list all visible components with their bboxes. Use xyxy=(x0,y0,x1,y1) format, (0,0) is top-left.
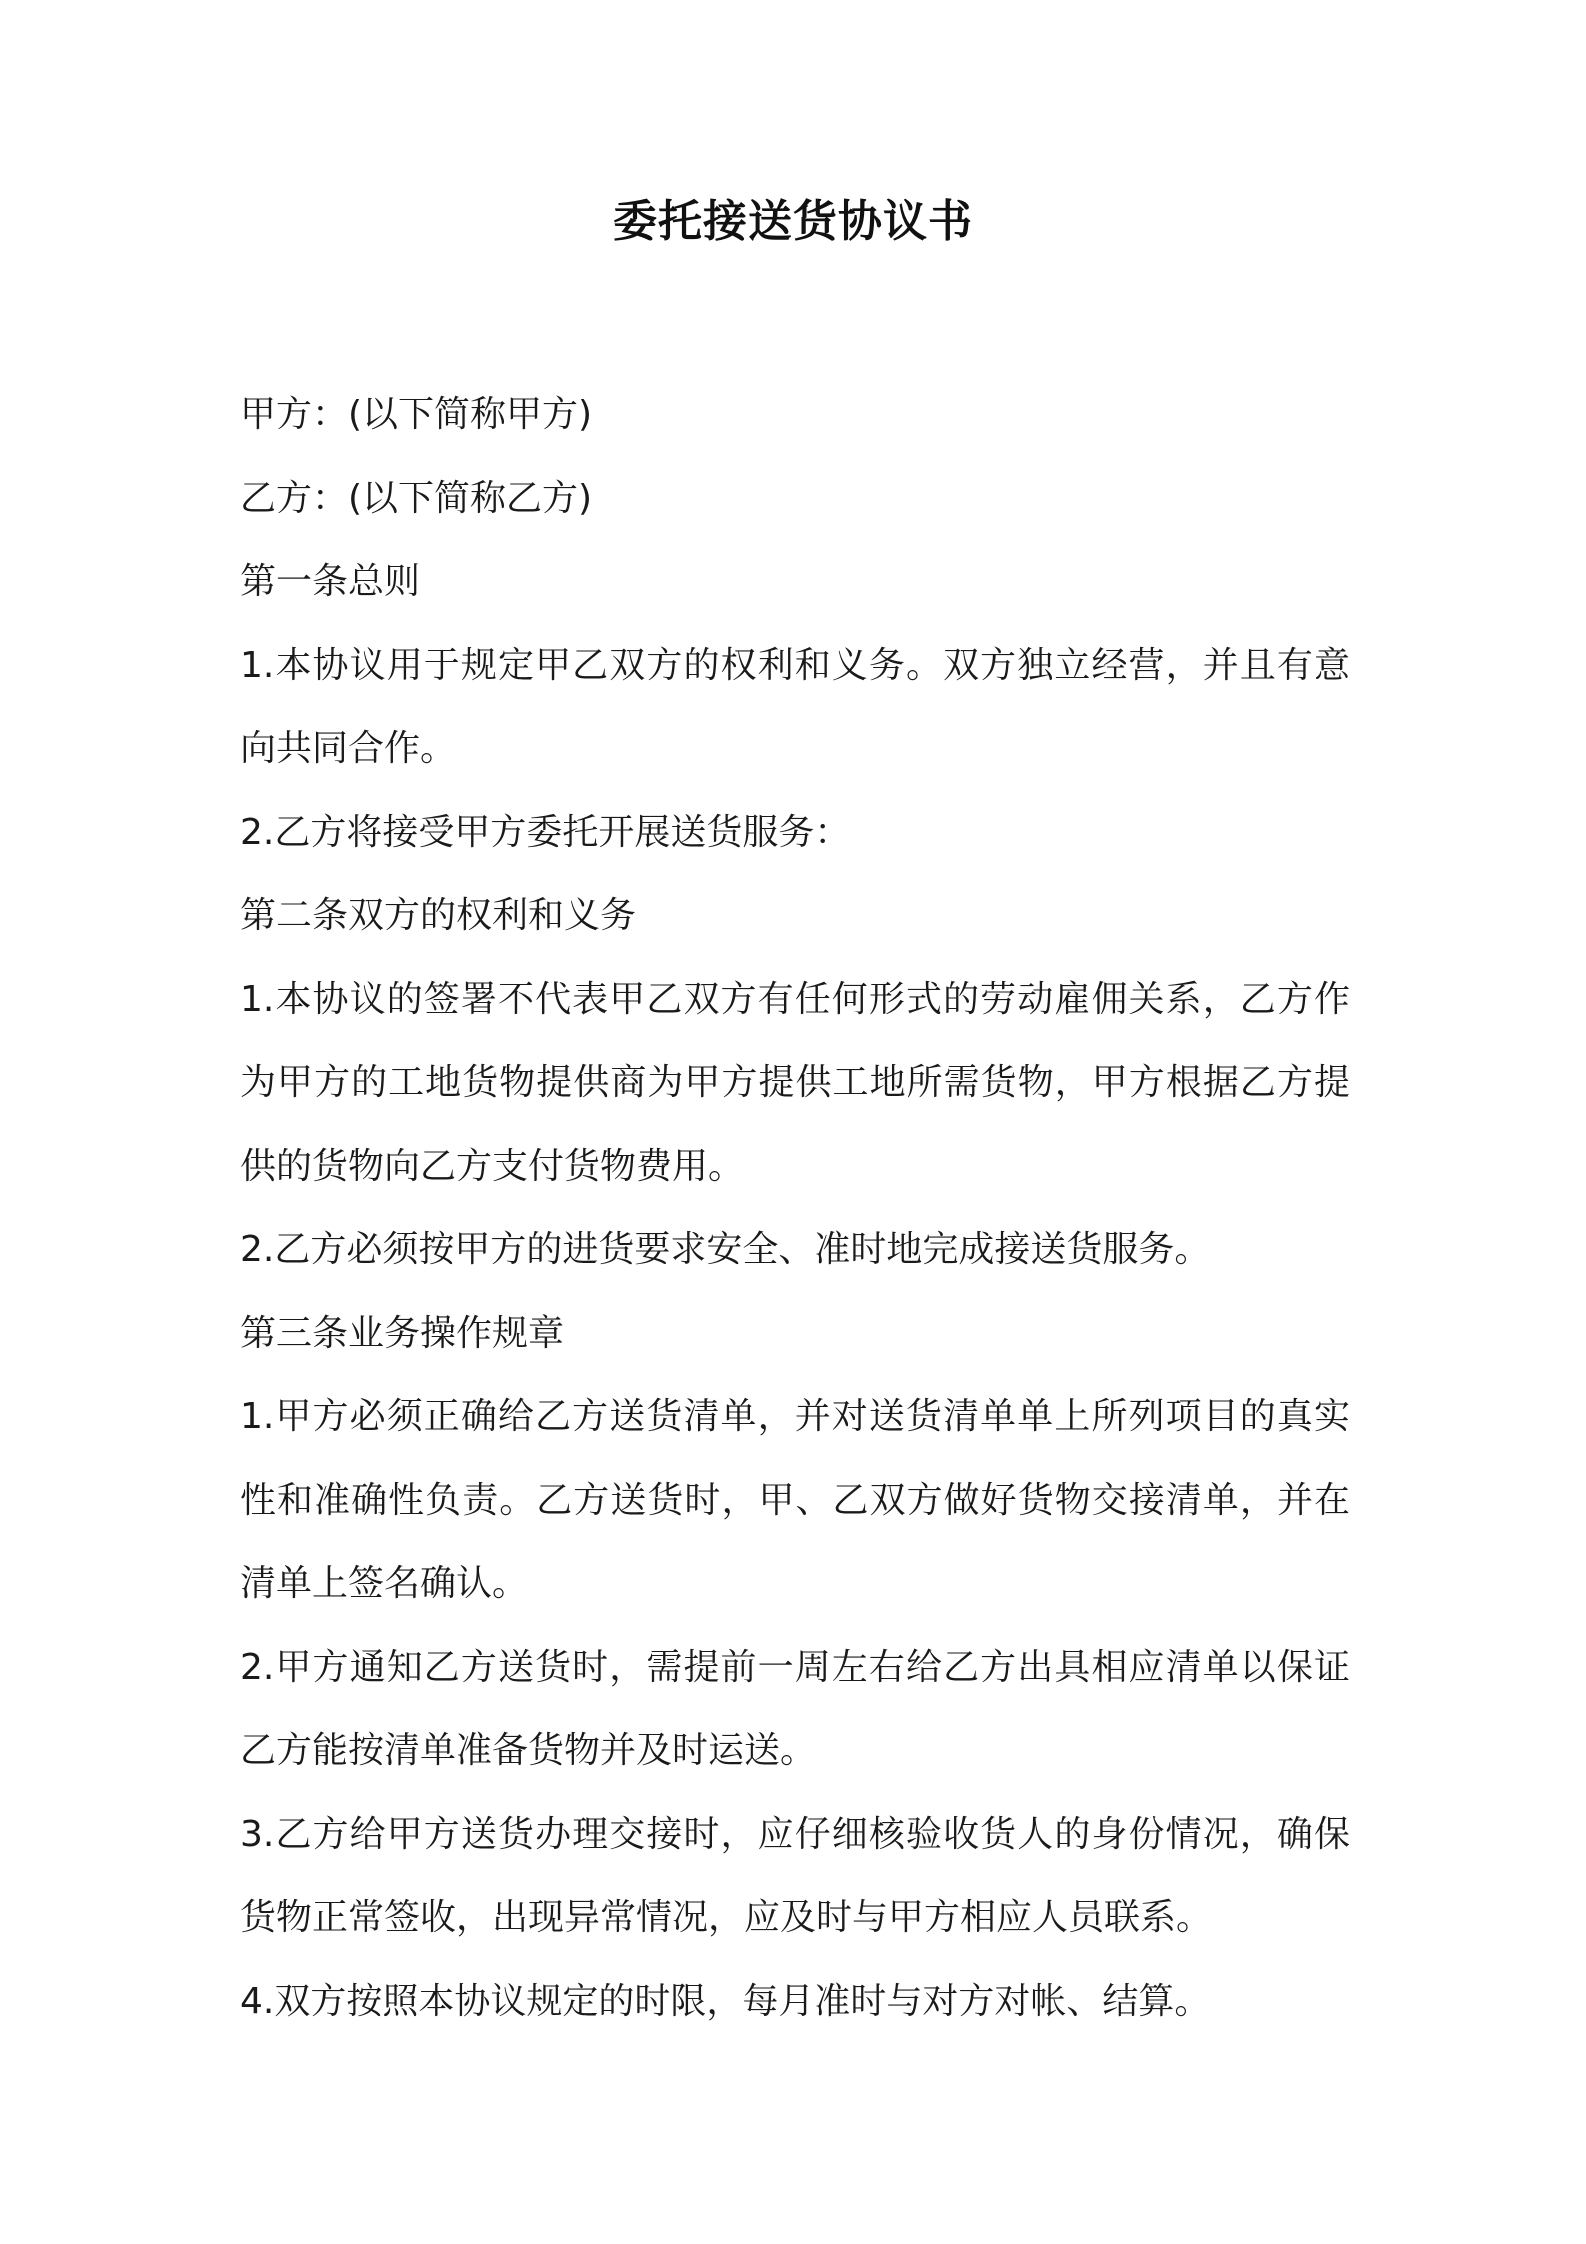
article-1-item-2: 2.乙方将接受甲方委托开展送货服务： xyxy=(240,811,851,853)
article-2-item-1: 1.本协议的签署不代表甲乙双方有任何形式的劳动雇佣关系，乙方作为甲方的工地货物提供商为甲方提供工地所需货物，甲方根据乙方提供的货物向乙方支付货物费用。 xyxy=(240,978,1350,1187)
article-3-item-4: 4.双方按照本协议规定的时限，每月准时与对方对帐、结算。 xyxy=(240,1980,1211,2022)
article-3-item-1: 1.甲方必须正确给乙方送货清单，并对送货清单单上所列项目的真实性和准确性负责。乙方送货时，甲、乙双方做好货物交接清单，并在清单上签名确认。 xyxy=(240,1396,1350,1604)
article-1-item-1: 1.本协议用于规定甲乙双方的权利和义务。双方独立经营，并且有意向共同合作。 xyxy=(240,644,1350,769)
article-3-heading: 第三条业务操作规章 xyxy=(240,1312,565,1354)
document-title: 委托接送货协议书 xyxy=(613,196,973,247)
party-b-line: 乙方：(以下简称乙方) xyxy=(240,477,593,519)
party-a-line: 甲方：(以下简称甲方) xyxy=(240,394,593,435)
article-3-item-3: 3.乙方给甲方送货办理交接时，应仔细核验收货人的身份情况，确保货物正常签收，出现异常情况，应及时与甲方相应人员联系。 xyxy=(240,1813,1350,1938)
article-1-heading: 第一条总则 xyxy=(240,561,421,602)
article-3-item-2: 2.甲方通知乙方送货时，需提前一周左右给乙方出具相应清单以保证乙方能按清单准备货物并及时运送。 xyxy=(240,1646,1350,1771)
document-body xyxy=(240,373,1360,2043)
article-2-item-2: 2.乙方必须按甲方的进货要求安全、准时地完成接送货服务。 xyxy=(240,1229,1211,1270)
article-2-heading: 第二条双方的权利和义务 xyxy=(240,895,637,936)
